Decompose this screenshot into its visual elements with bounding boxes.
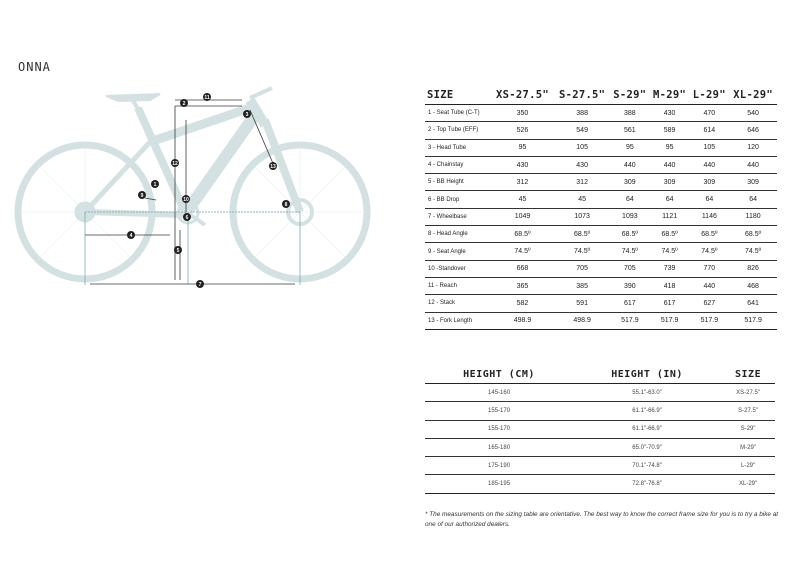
cell: 72.8"-76.8" — [573, 475, 721, 493]
table-row — [425, 243, 777, 260]
cell: 95 — [650, 139, 690, 156]
cell: 65.0"-70.9" — [573, 438, 721, 456]
row-label: 4 - Chainstay — [425, 156, 491, 173]
cell: 526 — [491, 122, 555, 139]
height-header-row — [425, 365, 775, 384]
cell: 388 — [610, 105, 650, 122]
cell: 646 — [729, 122, 777, 139]
header-s-29: S-29" — [610, 86, 650, 105]
cell: 1049 — [491, 208, 555, 225]
bike-geometry-diagram — [10, 80, 390, 300]
cell: 388 — [554, 105, 610, 122]
cell: 517.9 — [610, 312, 650, 329]
cell: 95 — [610, 139, 650, 156]
cell: 617 — [650, 295, 690, 312]
cell: 418 — [650, 277, 690, 294]
svg-text:7: 7 — [198, 282, 202, 288]
svg-text:4: 4 — [129, 233, 133, 239]
cell: 64 — [610, 191, 650, 208]
cell: 1146 — [689, 208, 729, 225]
marker-6 — [183, 213, 191, 221]
row-label: 6 - BB Drop — [425, 191, 491, 208]
table-row — [425, 191, 777, 208]
cell: 498.9 — [554, 312, 610, 329]
cell: 68.5º — [554, 226, 610, 243]
cell: 175-190 — [425, 457, 573, 475]
cell: 627 — [689, 295, 729, 312]
cell: 739 — [650, 260, 690, 277]
svg-text:3: 3 — [245, 112, 249, 118]
cell: 430 — [650, 105, 690, 122]
cell: L-29" — [721, 457, 775, 475]
cell: 120 — [729, 139, 777, 156]
table-row — [425, 312, 777, 329]
header-height-cm: HEIGHT (CM) — [425, 365, 573, 384]
marker-9 — [138, 191, 146, 199]
table-row — [425, 260, 777, 277]
cell: S-27.5" — [721, 402, 775, 420]
cell: XL-29" — [721, 475, 775, 493]
cell: 470 — [689, 105, 729, 122]
geometry-table — [425, 86, 777, 330]
cell: 309 — [610, 174, 650, 191]
row-label: 10 -Standover — [425, 260, 491, 277]
cell: 365 — [491, 277, 555, 294]
marker-2 — [180, 99, 188, 107]
marker-3 — [243, 110, 251, 118]
cell: 309 — [729, 174, 777, 191]
cell: 155-170 — [425, 402, 573, 420]
cell: 440 — [689, 156, 729, 173]
cell: 64 — [689, 191, 729, 208]
cell: 430 — [554, 156, 610, 173]
cell: S-29" — [721, 420, 775, 438]
svg-text:10: 10 — [183, 197, 189, 203]
header-l-29: L-29" — [689, 86, 729, 105]
header-s-27-5: S-27.5" — [554, 86, 610, 105]
cell: 68.5º — [610, 226, 650, 243]
cell: 312 — [491, 174, 555, 191]
cell: XS-27.5" — [721, 384, 775, 402]
cell: 614 — [689, 122, 729, 139]
cell: 74.5º — [689, 243, 729, 260]
marker-13 — [269, 162, 277, 170]
table-row — [425, 438, 775, 456]
marker-5 — [174, 246, 182, 254]
cell: 64 — [729, 191, 777, 208]
header-size: SIZE — [721, 365, 775, 384]
cell: 165-180 — [425, 438, 573, 456]
bike-silhouette — [18, 88, 367, 279]
cell: 385 — [554, 277, 610, 294]
table-row — [425, 457, 775, 475]
cell: 309 — [650, 174, 690, 191]
header-xl-29: XL-29" — [729, 86, 777, 105]
marker-12 — [171, 159, 179, 167]
cell: 1180 — [729, 208, 777, 225]
cell: 617 — [610, 295, 650, 312]
cell: 185-195 — [425, 475, 573, 493]
cell: 55.1"-63.0" — [573, 384, 721, 402]
table-row — [425, 402, 775, 420]
cell: 498.9 — [491, 312, 555, 329]
cell: 155-170 — [425, 420, 573, 438]
cell: 517.9 — [650, 312, 690, 329]
table-row — [425, 105, 777, 122]
cell: 591 — [554, 295, 610, 312]
cell: 68.5º — [689, 226, 729, 243]
cell: 61.1"-66.9" — [573, 420, 721, 438]
svg-text:5: 5 — [176, 248, 180, 254]
cell: 826 — [729, 260, 777, 277]
header-m-29: M-29" — [650, 86, 690, 105]
marker-1 — [151, 180, 159, 188]
marker-8 — [282, 200, 290, 208]
cell: 61.1"-66.9" — [573, 402, 721, 420]
table-row — [425, 139, 777, 156]
marker-11 — [203, 93, 211, 101]
row-label: 5 - BB Height — [425, 174, 491, 191]
table-row — [425, 156, 777, 173]
cell: 390 — [610, 277, 650, 294]
cell: 68.5º — [729, 226, 777, 243]
row-label: 1 - Seat Tube (C-T) — [425, 105, 491, 122]
height-size-table — [425, 365, 775, 494]
cell: 589 — [650, 122, 690, 139]
svg-text:8: 8 — [284, 202, 288, 208]
cell: 705 — [554, 260, 610, 277]
chainstay — [85, 212, 185, 215]
marker-7 — [196, 280, 204, 288]
table-row — [425, 420, 775, 438]
svg-text:1: 1 — [153, 182, 157, 188]
cell: 440 — [729, 156, 777, 173]
cell: 74.5º — [729, 243, 777, 260]
row-label: 13 - Fork Length — [425, 312, 491, 329]
cell: 440 — [610, 156, 650, 173]
table-row — [425, 277, 777, 294]
row-label: 9 - Seat Angle — [425, 243, 491, 260]
svg-text:9: 9 — [140, 193, 144, 199]
cell: 430 — [491, 156, 555, 173]
marker-10 — [182, 195, 190, 203]
cell: 74.5º — [491, 243, 555, 260]
cell: M-29" — [721, 438, 775, 456]
cell: 561 — [610, 122, 650, 139]
marker-4 — [127, 231, 135, 239]
row-label: 11 - Reach — [425, 277, 491, 294]
cell: 309 — [689, 174, 729, 191]
table-row — [425, 384, 775, 402]
cell: 350 — [491, 105, 555, 122]
svg-text:2: 2 — [182, 101, 186, 107]
geometry-header-row — [425, 86, 777, 105]
table-row — [425, 122, 777, 139]
cell: 1093 — [610, 208, 650, 225]
cell: 468 — [729, 277, 777, 294]
svg-text:11: 11 — [204, 95, 210, 101]
row-label: 2 - Top Tube (EFF) — [425, 122, 491, 139]
row-label: 12 - Stack — [425, 295, 491, 312]
cell: 68.5º — [650, 226, 690, 243]
cell: 105 — [689, 139, 729, 156]
table-row — [425, 174, 777, 191]
cell: 45 — [491, 191, 555, 208]
table-row — [425, 475, 775, 493]
handlebar — [250, 88, 272, 98]
cell: 145-160 — [425, 384, 573, 402]
cell: 440 — [689, 277, 729, 294]
cell: 45 — [554, 191, 610, 208]
svg-text:12: 12 — [172, 161, 178, 167]
cell: 95 — [491, 139, 555, 156]
cell: 1121 — [650, 208, 690, 225]
table-row — [425, 226, 777, 243]
cell: 70.1"-74.8" — [573, 457, 721, 475]
cell: 1073 — [554, 208, 610, 225]
cell: 770 — [689, 260, 729, 277]
cell: 641 — [729, 295, 777, 312]
header-size: SIZE — [425, 86, 491, 105]
cell: 74.5º — [554, 243, 610, 260]
cell: 312 — [554, 174, 610, 191]
cell: 517.9 — [689, 312, 729, 329]
header-height-in: HEIGHT (IN) — [573, 365, 721, 384]
header-xs-27-5: XS-27.5" — [491, 86, 555, 105]
cell: 64 — [650, 191, 690, 208]
cell: 68.5º — [491, 226, 555, 243]
cell: 540 — [729, 105, 777, 122]
cell: 74.5º — [610, 243, 650, 260]
svg-text:13: 13 — [270, 164, 276, 170]
cell: 668 — [491, 260, 555, 277]
model-name: ONNA — [18, 60, 51, 74]
table-row — [425, 208, 777, 225]
row-label: 7 - Wheelbase — [425, 208, 491, 225]
cell: 74.5º — [650, 243, 690, 260]
cell: 582 — [491, 295, 555, 312]
table-row — [425, 295, 777, 312]
sizing-disclaimer: * The measurements on the sizing table are orientative. The best way to know the correct frame size for you is to try a bike at one of our authorized dealers. — [425, 511, 779, 528]
cell: 549 — [554, 122, 610, 139]
row-label: 8 - Head Angle — [425, 226, 491, 243]
cell: 440 — [650, 156, 690, 173]
row-label: 3 - Head Tube — [425, 139, 491, 156]
cell: 517.9 — [729, 312, 777, 329]
cell: 105 — [554, 139, 610, 156]
svg-text:6: 6 — [185, 215, 189, 221]
cell: 705 — [610, 260, 650, 277]
